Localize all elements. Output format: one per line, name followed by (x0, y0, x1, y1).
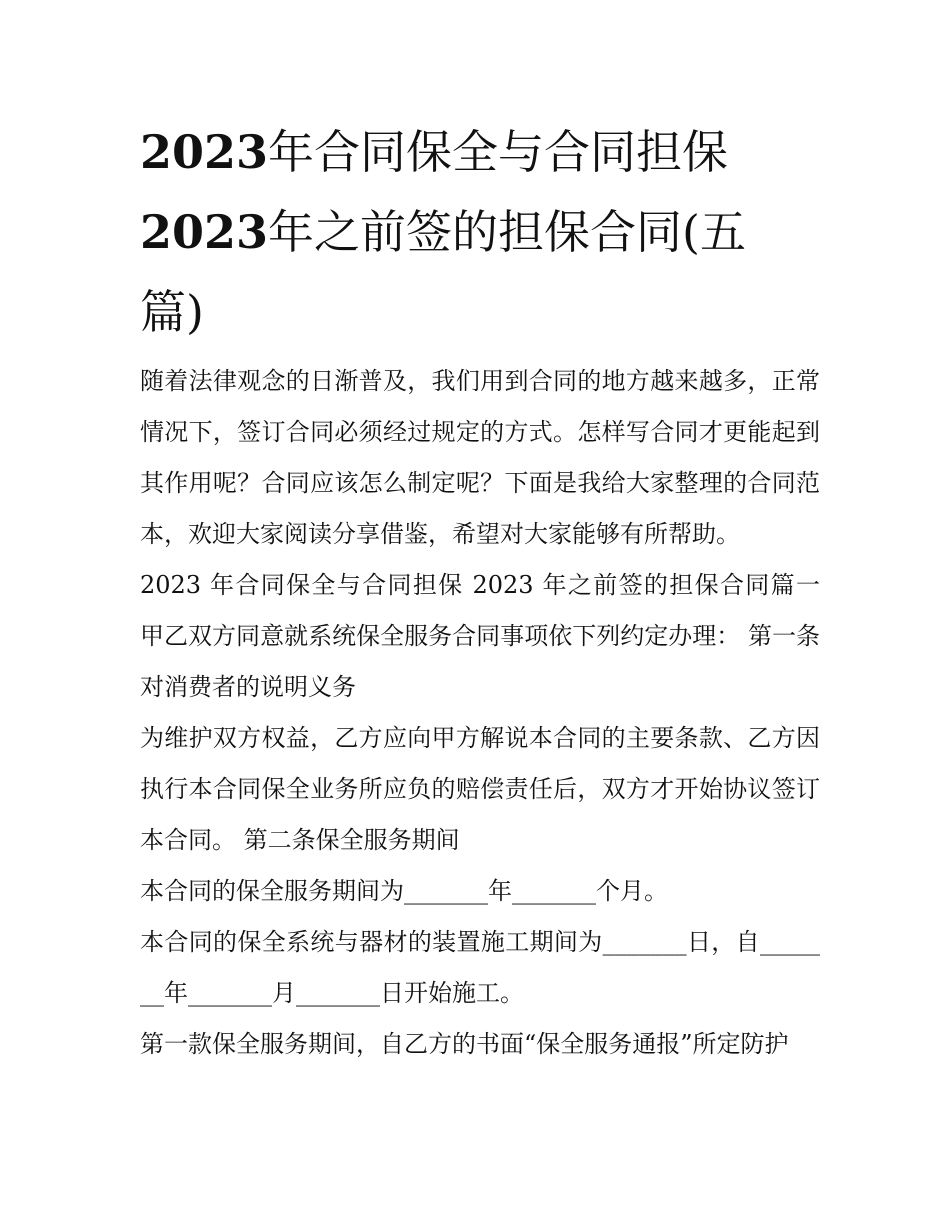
document-title (140, 112, 820, 352)
body-paragraph: 本合同的保全系统与器材的装置施工期间为_______日，自_______年_______月_______日开始施工。 (140, 928, 820, 1007)
title-year: 2023 (140, 125, 269, 179)
body-paragraph: 为维护双方权益，乙方应向甲方解说本合同的主要条款、乙方因执行本合同保全业务所应负的赔偿责任后，双方才开始协议签订本合同。 第二条保全服务期间 (140, 724, 820, 854)
title-text: 篇) (140, 285, 204, 339)
document-body (140, 356, 820, 1070)
body-paragraph: 第一款保全服务期间，自乙方的书面“保全服务通报”所定防护 (140, 1030, 789, 1058)
title-line-2 (140, 192, 820, 272)
title-text: 年合同保全与合同担保 (268, 125, 729, 179)
section-heading-paragraph: 2023 年合同保全与合同担保 2023 年之前签的担保合同篇一 甲乙双方同意就系统保全服务合同事项依下列约定办理： 第一条对消费者的说明义务 (140, 571, 820, 701)
title-text: 年之前签的担保合同(五 (268, 205, 746, 259)
body-paragraph: 本合同的保全服务期间为_______年_______个月。 (140, 877, 668, 905)
title-line-1 (140, 112, 820, 192)
intro-paragraph: 随着法律观念的日渐普及，我们用到合同的地方越来越多，正常情况下，签订合同必须经过规定的方式。怎样写合同才更能起到其作用呢？合同应该怎么制定呢？下面是我给大家整理的合同范本，欢迎大家阅读分享借鉴，希望对大家能够有所帮助。 (140, 367, 820, 548)
title-line-3 (140, 272, 820, 352)
title-year: 2023 (140, 205, 269, 259)
